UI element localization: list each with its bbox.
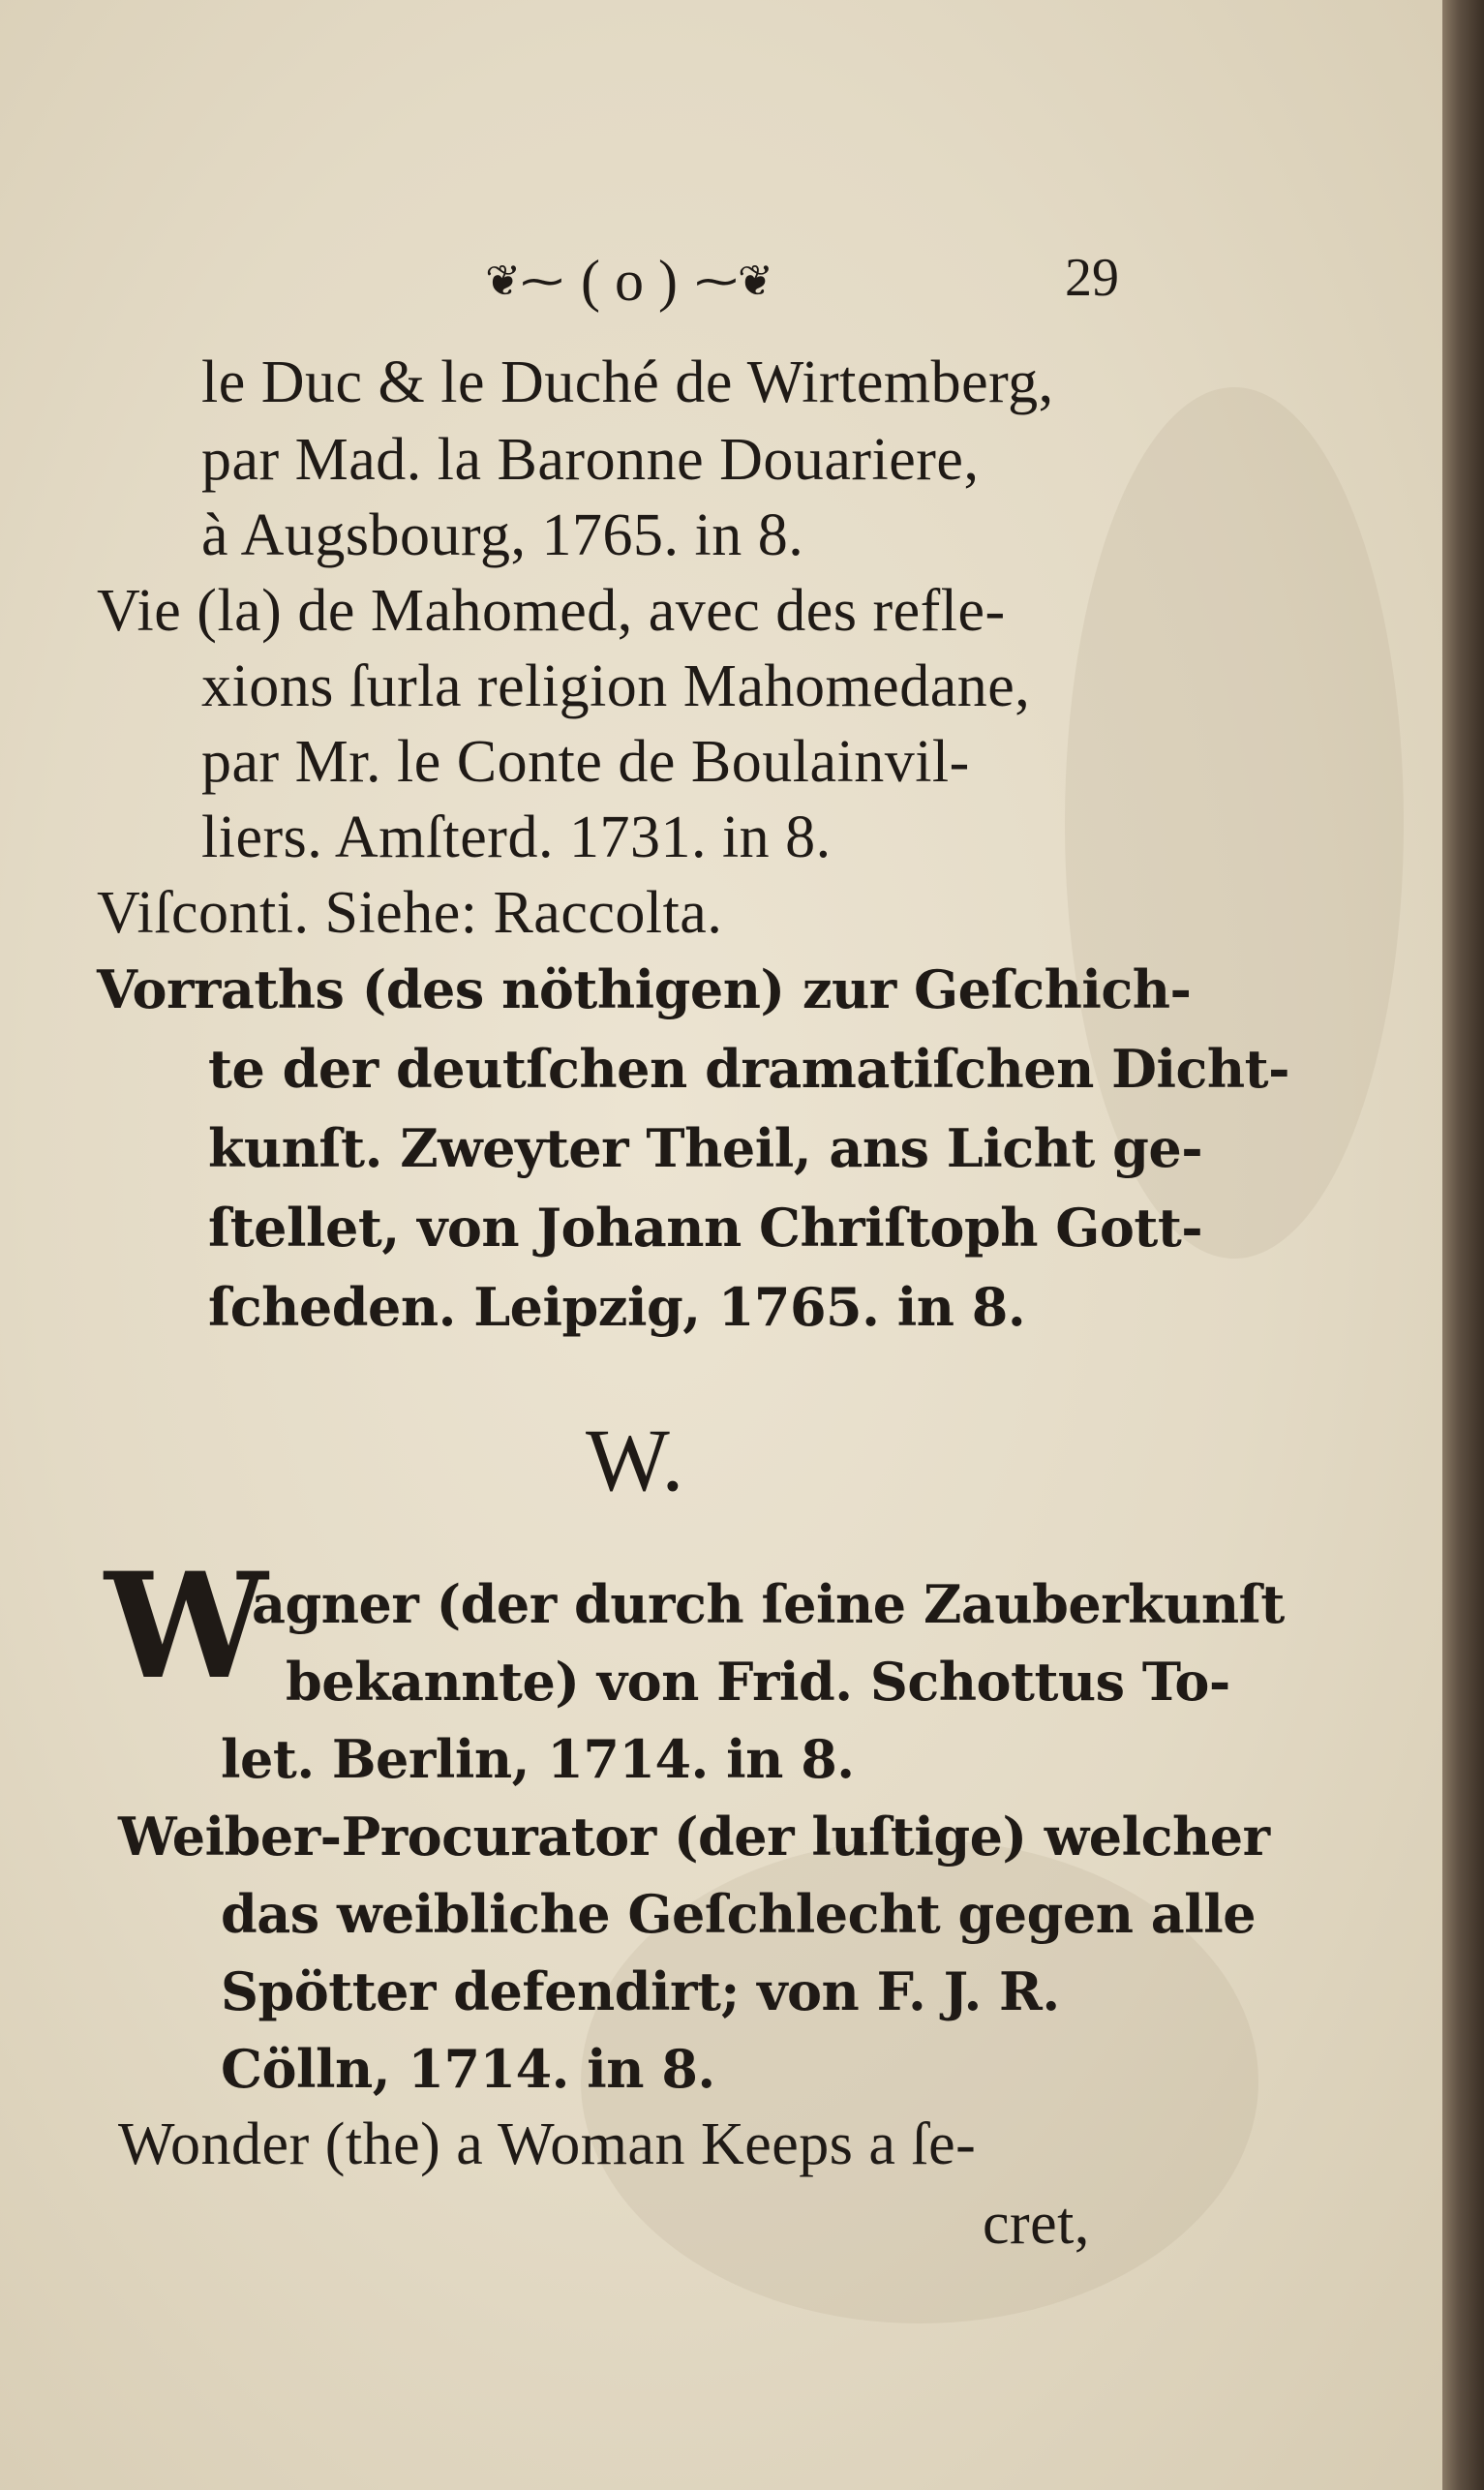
section-heading: W.: [586, 1411, 684, 1509]
book-binding-edge: [1442, 0, 1484, 2490]
entry-line: liers. Amſterd. 1731. in 8.: [201, 805, 832, 870]
ornament-left-icon: ❦⁓: [485, 256, 564, 306]
header-mark: ( o ): [581, 248, 678, 313]
entry-line: par Mad. la Baronne Douariere,: [201, 427, 980, 493]
entry-line: ſtellet, von Johann Chriſtoph Gott-: [208, 1197, 1203, 1259]
entry-line: le Duc & le Duché de Wirtemberg,: [201, 349, 1054, 415]
entry-line: Cölln, 1714. in 8.: [221, 2038, 715, 2100]
entry-line: Weiber-Procurator (der luſtige) welcher: [118, 1806, 1270, 1868]
entry-line: bekannte) von Frid. Schottus To-: [286, 1651, 1230, 1713]
entry-line: ſcheden. Leipzig, 1765. in 8.: [208, 1276, 1026, 1338]
entry-line: let. Berlin, 1714. in 8.: [221, 1728, 855, 1790]
entry-line: Spötter defendirt; von F. J. R.: [221, 1960, 1060, 2022]
entry-line: kunſt. Zweyter Theil, ans Licht ge-: [208, 1117, 1203, 1179]
entry-line: das weibliche Geſchlecht gegen alle: [221, 1883, 1257, 1945]
entry-line: xions ſurla religion Mahomedane,: [201, 653, 1031, 719]
ornament-right-icon: ⁓❦: [694, 256, 773, 306]
entry-line: Vie (la) de Mahomed, avec des refle-: [97, 578, 1006, 644]
entry-line: te der deutſchen dramatiſchen Dicht-: [208, 1038, 1289, 1100]
entry-line: à Augsbourg, 1765. in 8.: [201, 502, 804, 568]
entry-line: Viſconti. Siehe: Raccolta.: [97, 880, 723, 946]
page-number: 29: [1065, 248, 1119, 308]
page-header: [397, 242, 862, 319]
catchword: cret,: [983, 2191, 1090, 2257]
entry-line: Wonder (the) a Woman Keeps a ſe-: [118, 2111, 977, 2177]
drop-cap: W: [105, 1541, 268, 1712]
entry-line: agner (der durch ſeine Zauberkunſt: [252, 1573, 1285, 1635]
entry-line: par Mr. le Conte de Boulainvil-: [201, 729, 970, 795]
entry-line: Vorraths (des nöthigen) zur Geſchich-: [97, 958, 1192, 1020]
